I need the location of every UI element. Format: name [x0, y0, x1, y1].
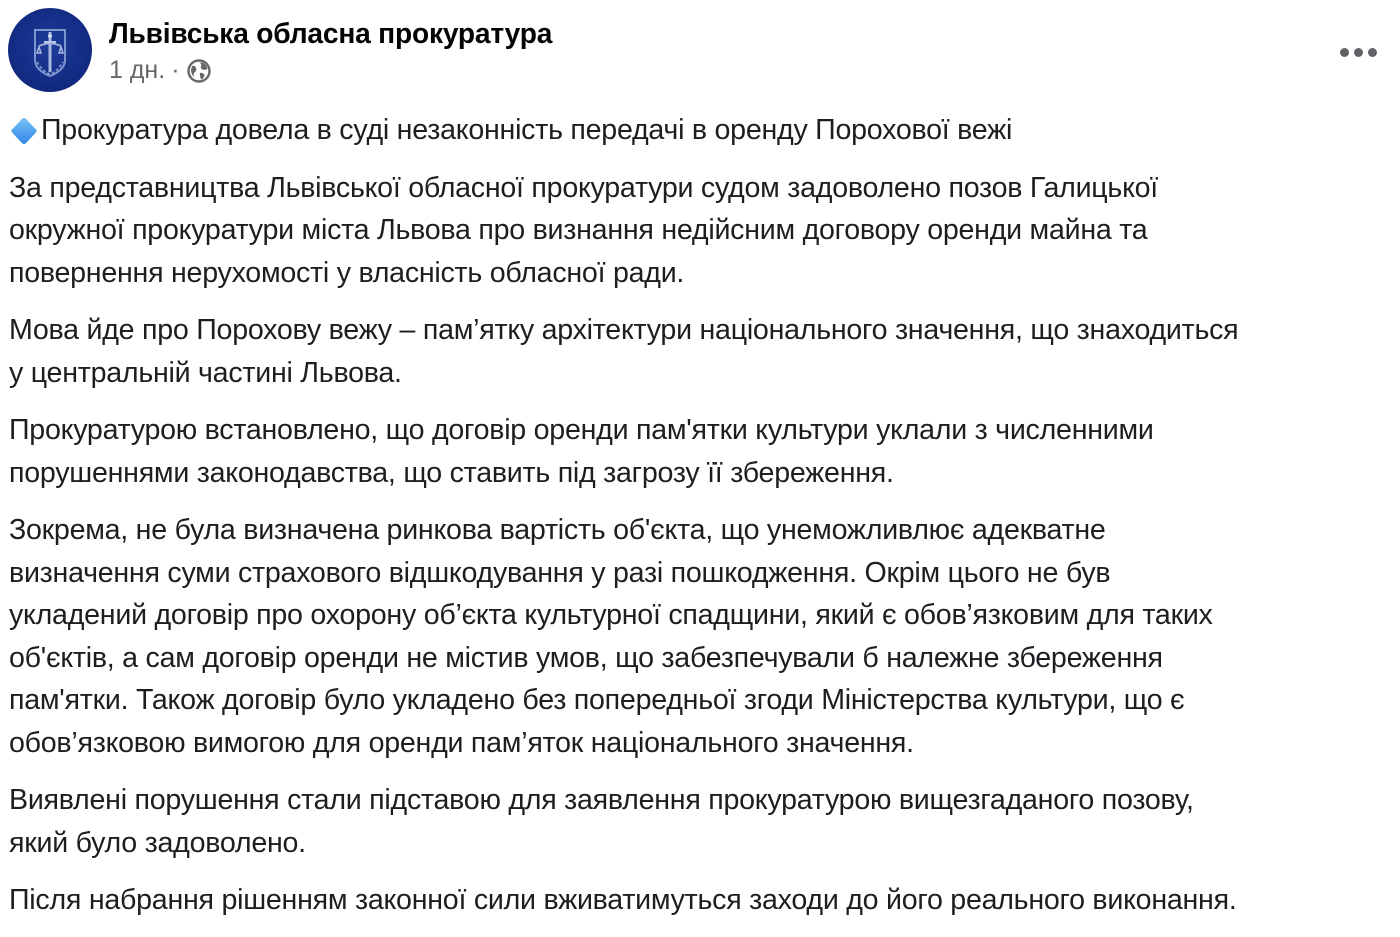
text-line: Виявлені порушення стали підставою для заявлення прокуратурою вищезгаданого позову,: [9, 784, 1194, 816]
paragraph-6: [9, 879, 1400, 922]
text-line: визначення суми страхового відшкодування у разі пошкодження. Окрім цього не був: [9, 556, 1111, 589]
post-header: [8, 8, 1398, 94]
text-line: об'єктів, а сам договір оренди не містив умов, що забезпечували б належне збереження: [9, 641, 1163, 674]
post-title-text: Прокуратура довела в суді незаконність передачі в оренду Порохової вежі: [41, 114, 1013, 146]
post-title: [9, 109, 1400, 152]
more-dot: [1354, 48, 1363, 57]
text-line: Зокрема, не була визначена ринкова вартість об'єкта, що унеможливлює адекватне: [9, 514, 1106, 546]
text-line: який було задоволено.: [9, 826, 306, 859]
more-options-button[interactable]: [1328, 32, 1388, 72]
more-dot: [1368, 48, 1377, 57]
meta-separator: ·: [171, 56, 180, 84]
page-name-link[interactable]: Львівська обласна прокуратура: [109, 18, 553, 50]
post-meta: [109, 56, 212, 85]
small-blue-diamond-icon: [9, 116, 39, 146]
paragraph-4: [9, 509, 1400, 764]
text-line: укладений договір про охорону об’єкта культурної спадщини, який є обов’язковим для таких: [9, 599, 1213, 631]
paragraph-3: [9, 409, 1400, 494]
text-line: обов’язковою вимогою для оренди пам’яток національного значення.: [9, 726, 914, 759]
text-line: повернення нерухомості у власність обласної ради.: [9, 256, 685, 289]
post-body: [9, 109, 1400, 937]
post-time-link[interactable]: 1 дн.: [109, 56, 166, 84]
text-line: Прокуратурою встановлено, що договір оренди пам'ятки культури уклали з численними: [9, 414, 1154, 446]
text-line: пам'ятки. Також договір було укладено без попередньої згоди Міністерства культури, що є: [9, 684, 1185, 716]
paragraph-2: [9, 309, 1400, 394]
prosecutor-emblem-icon: [8, 8, 92, 92]
paragraph-5: [9, 779, 1400, 864]
globe-icon[interactable]: [186, 58, 212, 84]
text-line: окружної прокуратури міста Львова про визнання недійсним договору оренди майна та: [9, 214, 1148, 246]
text-line: порушеннями законодавства, що ставить під загрозу її збереження.: [9, 456, 894, 489]
text-line: Після набрання рішенням законної сили вживатимуться заходи до його реального виконання.: [9, 884, 1237, 916]
avatar[interactable]: [8, 8, 92, 92]
paragraph-1: [9, 167, 1400, 295]
text-line: у центральній частині Львова.: [9, 356, 402, 389]
text-line: Мова йде про Порохову вежу – пам’ятку архітектури національного значення, що знаходиться: [9, 314, 1239, 346]
text-line: За представництва Львівської обласної прокуратури судом задоволено позов Галицької: [9, 171, 1158, 204]
more-horizontal-icon: [1340, 48, 1349, 57]
